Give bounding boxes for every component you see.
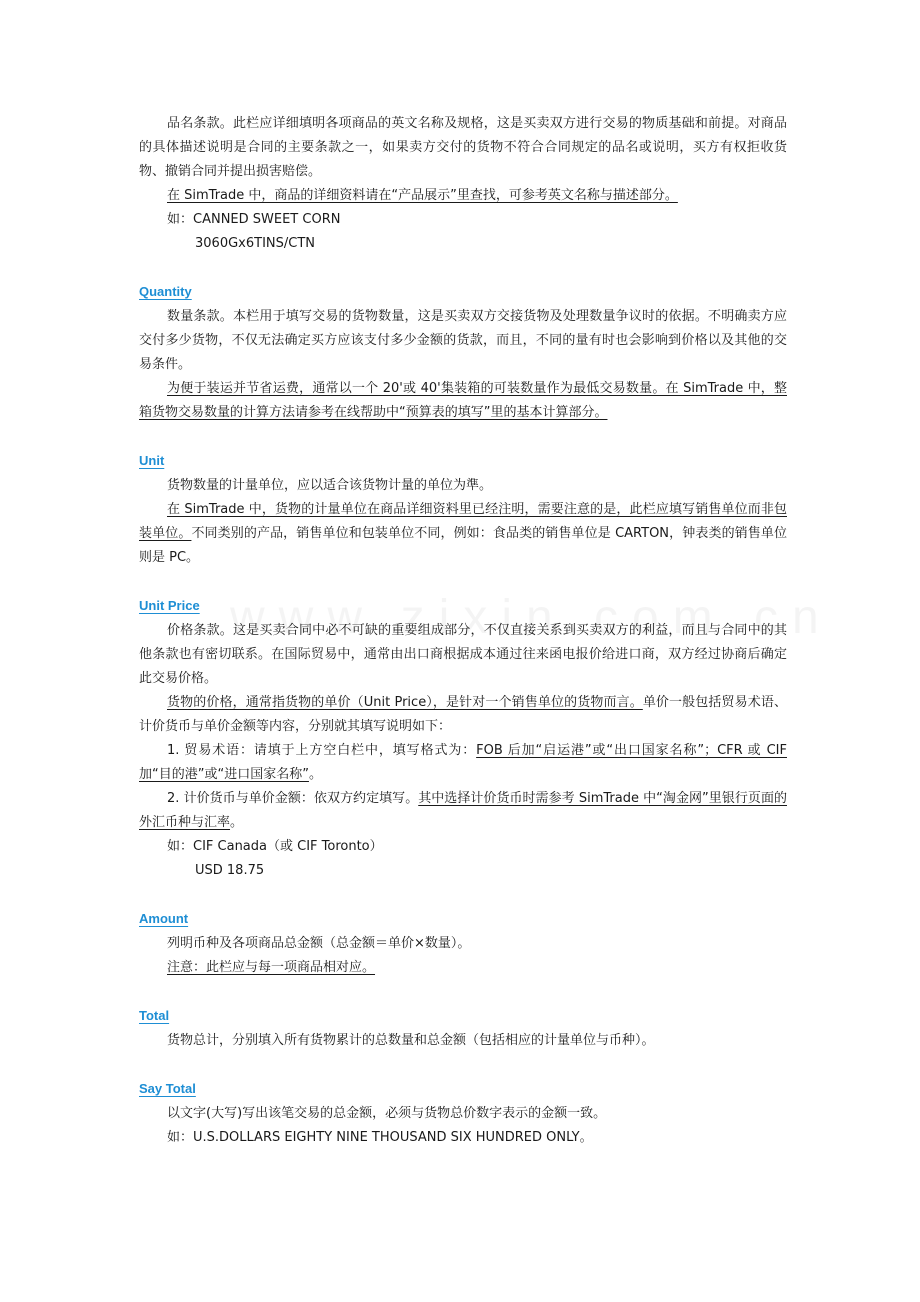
heading-amount[interactable]: Amount: [139, 911, 189, 926]
item-2-plain: 2. 计价货币与单价金额：依双方约定填写。: [167, 791, 419, 806]
unit-price-item-1: [139, 739, 787, 787]
unit-price-example-2: USD 18.75: [195, 863, 265, 878]
heading-unit-price[interactable]: Unit Price: [139, 598, 200, 613]
quantity-paragraph: 数量条款。本栏用于填写交易的货物数量，这是买卖双方交接货物及处理数量争议时的依据。不明确卖方应交付多少货物，不仅无法确定买方应该支付多少金额的货款，而且，不同的量有时也会影响到价格以及其他的交易条件。: [139, 309, 787, 372]
unit-note-underlined: 在 SimTrade 中，货物的计量单位在商品详细资料里已经注明，需要注意的是，此栏应填写销售单位而非包装单位。: [139, 502, 787, 541]
unit-price-item-2: [139, 787, 787, 835]
total-paragraph: 货物总计，分别填入所有货物累计的总数量和总金额（包括相应的计量单位与币种）。: [167, 1033, 655, 1048]
unit-price-note-rest: 单价一般包括贸易术语、计价货币与单价金额等内容，分别就其填写说明如下：: [139, 695, 787, 734]
name-simtrade-note: [139, 184, 787, 208]
item-2-end: 。: [230, 815, 244, 830]
quantity-note-text: 为便于装运并节省运费，通常以一个 20'或 40'集装箱的可装数量作为最低交易数量。在 SimTrade 中，整箱货物交易数量的计算方法请参考在线帮助中“预算表的填写”里的基本计算部分。: [139, 381, 787, 420]
amount-note-text: 注意：此栏应与每一项商品相对应。: [167, 960, 376, 975]
unit-price-note-underlined: 货物的价格，通常指货物的单价（Unit Price），是针对一个销售单位的货物而言。: [167, 695, 643, 710]
unit-price-paragraph: 价格条款。这是买卖合同中必不可缺的重要组成部分，不仅直接关系到买卖双方的利益，而且与合同中的其他条款也有密切联系。在国际贸易中，通常由出口商根据成本通过往来函电报价给进口商，双方经过协商后确定此交易价格。: [139, 623, 787, 686]
item-1-plain: 1. 贸易术语：请填于上方空白栏中，填写格式为：: [167, 743, 477, 758]
document-body: [139, 112, 787, 1150]
item-1-underlined: FOB 后加“启运港”或“出口国家名称”；CFR 或 CIF 加“目的港”或“进口国家名称”: [139, 743, 787, 782]
unit-paragraph: 货物数量的计量单位，应以适合该货物计量的单位为準。: [167, 478, 493, 493]
name-clause-paragraph: 品名条款。此栏应详细填明各项商品的英文名称及规格，这是买卖双方进行交易的物质基础和前提。对商品的具体描述说明是合同的主要条款之一，如果卖方交付的货物不符合合同规定的品名或说明，买方有权拒收货物、撤销合同并提出损害赔偿。: [139, 116, 787, 179]
name-example-2: 3060Gx6TINS/CTN: [195, 236, 315, 251]
unit-price-note: [139, 691, 787, 739]
heading-total[interactable]: Total: [139, 1008, 170, 1023]
unit-price-example-1: 如：CIF Canada（或 CIF Toronto）: [167, 839, 383, 854]
say-total-paragraph: 以文字(大写)写出该笔交易的总金额，必须与货物总价数字表示的金额一致。: [167, 1106, 607, 1121]
heading-quantity[interactable]: Quantity: [139, 284, 192, 299]
name-simtrade-note-text: 在 SimTrade 中，商品的详细资料请在“产品展示”里查找，可参考英文名称与描述部分。: [167, 188, 678, 203]
quantity-note: [139, 377, 787, 425]
unit-note: [139, 498, 787, 570]
heading-say-total[interactable]: Say Total: [139, 1081, 196, 1096]
heading-unit[interactable]: Unit: [139, 453, 165, 468]
amount-paragraph: 列明币种及各项商品总金额（总金额＝单价×数量）。: [167, 936, 471, 951]
say-total-example: 如：U.S.DOLLARS EIGHTY NINE THOUSAND SIX HUNDRED ONLY。: [167, 1130, 593, 1145]
unit-note-rest: 不同类别的产品，销售单位和包装单位不同，例如：食品类的销售单位是 CARTON，钟表类的销售单位则是 PC。: [139, 526, 787, 565]
item-1-end: 。: [308, 767, 322, 782]
item-2-underlined: 其中选择计价货币时需参考 SimTrade 中“淘金网”里银行页面的外汇币种与汇率: [139, 791, 787, 830]
name-example-1: 如：CANNED SWEET CORN: [167, 212, 341, 227]
amount-note: [139, 956, 787, 980]
